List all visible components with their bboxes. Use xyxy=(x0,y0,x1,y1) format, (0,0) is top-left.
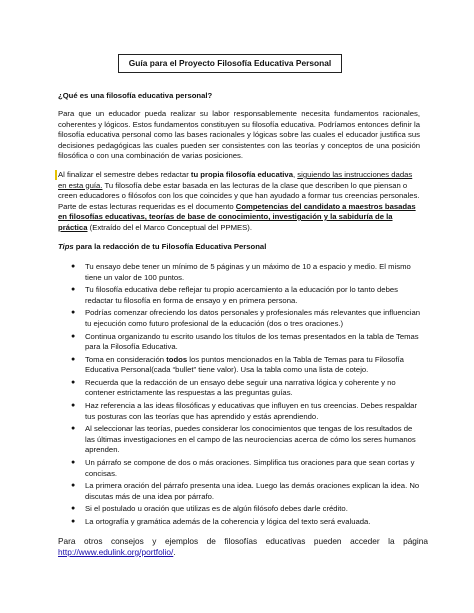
section-question-heading: ¿Qué es una filosofía educativa personal? xyxy=(58,91,213,100)
bullet-icon: ● xyxy=(71,378,76,386)
underlined-phrase: siguiendo las instrucciones dadas en esta guía. xyxy=(58,170,413,190)
bullet-icon: ● xyxy=(71,505,76,513)
list-item: ● Podrías comenzar ofreciendo los datos personales y profesionales más relevantes que influencian tu ejecución como futuro profesional de la educación (dos o tres oraciones.) xyxy=(71,308,421,328)
list-item: ● Si el postulado u oración que utilizas es de algún filósofo debes darle crédito. xyxy=(71,504,348,514)
bullet-icon: ● xyxy=(71,425,76,433)
list-item: ● Un párrafo se compone de dos o más oraciones. Simplifica tus oraciones para que sean cortas y concisas. xyxy=(71,458,415,478)
bullet-icon: ● xyxy=(71,263,76,270)
bullet-icon: ● xyxy=(71,402,76,410)
document-title: Guía para el Proyecto Filosofía Educativa Personal xyxy=(118,54,342,73)
list-item: ● Recuerda que la redacción de un ensayo debe seguir una narrativa lógica y coherente y no contener estrictamente las respuestas a las preguntas guías. xyxy=(71,377,396,398)
paragraph-assignment: Al finalizar el semestre debes redactar tu propia filosofía educativa, siguiendo las instrucciones dadas en esta guía. Tu filosofía debe estar basada en las lecturas de la clase que describen lo que piensan o creen educadores o filósofos con los que coincides y que han ayudado a formar tus creencias personales. Parte de estas lecturas requeridas es el documento Competencias del candidato a maestros basadas en filosofías educativas, teorías de base de conocimiento, investigación y la sabiduría de la práctica (Extraído del el Marco Conceptual del PPMES). xyxy=(58,170,420,232)
list-item: ● Al seleccionar las teorías, puedes considerar los conocimientos que tengas de los resultados de las últimas investigaciones en el campo de las neurociencias acerca de cómo los seres humanos aprenden. xyxy=(71,424,416,455)
bullet-icon: ● xyxy=(71,309,76,317)
document-reference: Competencias del candidato a maestros basadas en filosofías educativas, teorías de base de conocimiento, investigación y la sabiduría de la práctica xyxy=(58,201,416,232)
list-item: ● Tu filosofía educativa debe reflejar tu propio acercamiento a la educación por lo tanto debes redactar tu filosofía en forma de ensayo y en primera persona. xyxy=(71,285,398,305)
bullet-icon: ● xyxy=(71,518,76,526)
footer-note: Para otros consejos y ejemplos de filosofías educativas pueden acceder la página http://www.edulink.org/portfolio/. xyxy=(58,536,428,557)
tips-list xyxy=(70,262,422,530)
list-item: ● Continua organizando tu escrito usando los títulos de los temas presentados en la tabla de Temas para la Filosofía Educativa. xyxy=(71,331,419,352)
list-item: ● Tu ensayo debe tener un mínimo de 5 páginas y un máximo de 10 a espacio y medio. El mismo tiene un valor de 100 puntos. xyxy=(71,262,411,282)
list-item: ● La primera oración del párrafo presenta una idea. Luego las demás oraciones explican la idea. No discutas más de una idea por párrafo. xyxy=(71,481,420,501)
portfolio-link[interactable]: http://www.edulink.org/portfolio/ xyxy=(58,547,174,557)
bullet-icon: ● xyxy=(71,459,76,466)
bullet-icon: ● xyxy=(71,482,76,490)
list-item: ● La ortografía y gramática además de la coherencia y lógica del texto será evaluada. xyxy=(71,517,371,527)
paragraph-definition: Para que un educador pueda realizar su labor responsablemente necesita fundamentos racionales, coherentes y lógicos. Estos fundamentos constituyen su filosofía educativa. Podríamos entonces definir la filosofía educativa personal como las bases racionales y lógicas sobre las cuales el educador justifica sus decisiones pedagógicas las cuales pueden ser consistentes con las teorías y conceptos de una posición filosófica o con una combinación de varias posiciones. xyxy=(58,109,420,160)
tips-heading: Tips para la redacción de tu Filosofía Educativa Personal xyxy=(58,242,267,251)
highlight-marker xyxy=(55,170,57,180)
bullet-icon: ● xyxy=(71,332,76,340)
bold-phrase: tu propia filosofía educativa xyxy=(190,170,293,179)
bullet-icon: ● xyxy=(71,355,76,363)
list-item: ● Haz referencia a las ideas filosóficas y educativas que influyen en tus creencias. Debes respaldar tus posturas con las teorías que has aprendido y estás aprendiendo. xyxy=(71,401,418,421)
bullet-icon: ● xyxy=(71,286,76,294)
list-item: ● Toma en consideración todos los puntos mencionados en la Tabla de Temas para tu Filosofía Educativa Personal(cada “bullet” tiene valor). Usa la tabla como una lista de cotejo. xyxy=(71,354,404,375)
